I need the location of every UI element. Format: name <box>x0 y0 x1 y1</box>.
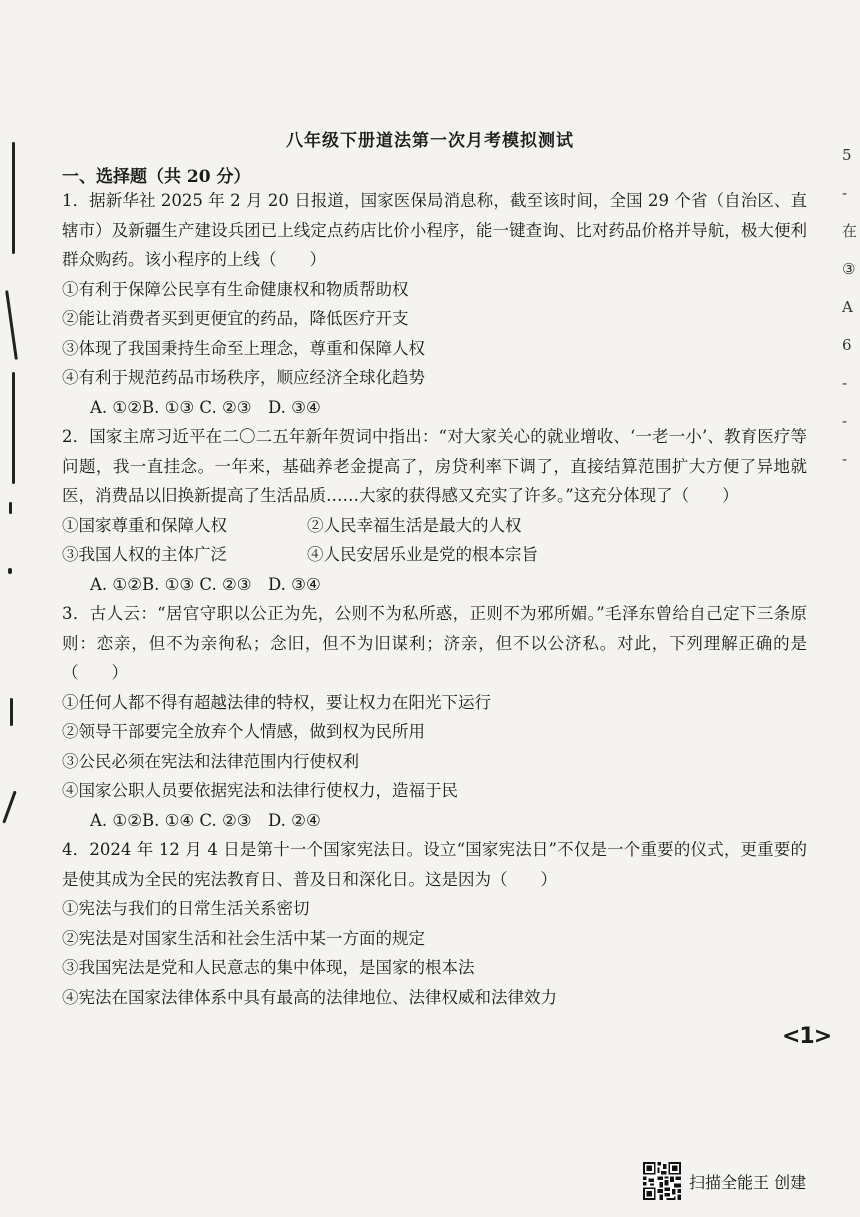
question-option: ①宪法与我们的日常生活关系密切 <box>62 899 310 918</box>
option-row <box>62 511 807 541</box>
question-option: ②领导干部要完全放弃个人情感，做到权为民所用 <box>62 722 425 741</box>
question-option: ①国家尊重和保障人权 <box>62 515 227 535</box>
answer-choices: A. ①②B. ①④ C. ②③ D. ②④ <box>90 810 321 830</box>
question-option: ③我国宪法是党和人民意志的集中体现，是国家的根本法 <box>62 958 475 977</box>
question-1 <box>62 186 807 422</box>
binding-mark <box>5 290 18 360</box>
answer-choices: A. ①②B. ①③ C. ②③ D. ③④ <box>90 574 321 594</box>
question-option: ④国家公职人员要依据宪法和法律行使权力，造福于民 <box>62 781 458 800</box>
answer-choices: A. ①②B. ①③ C. ②③ D. ③④ <box>90 397 321 417</box>
question-list <box>62 186 807 1012</box>
qr-code-icon <box>643 1162 681 1200</box>
question-stem: 2．国家主席习近平在二〇二五年新年贺词中指出：“对大家关心的就业增收、‘一老一小’、教育医疗等问题，我一直挂念。一年来，基础养老金提高了，房贷利率下调了，直接结算范围扩大方便了异地就医，消费品以旧换新提高了生活品质……大家的获得感又充实了许多。”这充分体现了（ ） <box>62 427 807 505</box>
question-2 <box>62 422 807 599</box>
binding-mark <box>2 791 16 824</box>
question-4 <box>62 835 807 1012</box>
exam-title: 八年级下册道法第一次月考模拟测试 <box>286 131 574 151</box>
question-option: ③体现了我国秉持生命至上理念，尊重和保障人权 <box>62 338 425 358</box>
binding-mark <box>9 502 12 514</box>
scanner-watermark <box>643 1160 806 1202</box>
question-option: ②人民幸福生活是最大的人权 <box>307 515 522 535</box>
option-row <box>62 540 807 570</box>
question-stem: 4．2024 年 12 月 4 日是第十一个国家宪法日。设立“国家宪法日”不仅是一个重要的仪式，更重要的是使其成为全民的宪法教育日、普及日和深化日。这是因为（ ） <box>62 840 807 889</box>
question-option: ④有利于规范药品市场秩序，顺应经济全球化趋势 <box>62 368 425 387</box>
binding-mark <box>12 372 15 484</box>
section-heading: 一、选择题（共 20 分） <box>62 167 251 187</box>
question-option: ③我国人权的主体广泛 <box>62 545 227 564</box>
question-option: ①有利于保障公民享有生命健康权和物质帮助权 <box>62 279 409 299</box>
adjacent-page-edge: 5 - 在 ③ A 6 - - - <box>842 146 858 468</box>
question-option: ④宪法在国家法律体系中具有最高的法律地位、法律权威和法律效力 <box>62 987 557 1007</box>
question-stem: 1．据新华社 2025 年 2 月 20 日报道，国家医保局消息称，截至该时间，全国 29 个省（自治区、直辖市）及新疆生产建设兵团已上线定点药店比价小程序，能一键查询、比对药品价格并导航，极大便利群众购药。该小程序的上线（ ） <box>62 191 807 269</box>
question-option: ②宪法是对国家生活和社会生活中某一方面的规定 <box>62 928 425 948</box>
question-option: ②能让消费者买到更便宜的药品，降低医疗开支 <box>62 309 409 328</box>
question-3 <box>62 599 807 835</box>
binding-mark <box>10 698 13 726</box>
question-option: ④人民安居乐业是党的根本宗旨 <box>307 545 538 564</box>
binding-mark <box>12 142 15 254</box>
page-number: <1> <box>782 1024 832 1049</box>
scanner-watermark-text: 扫描全能王 创建 <box>689 1172 807 1192</box>
question-option: ③公民必须在宪法和法律范围内行使权利 <box>62 751 359 771</box>
question-stem: 3．古人云：“居官守职以公正为先，公则不为私所惑，正则不为邪所媚。”毛泽东曾给自己定下三条原则：恋亲，但不为亲徇私；念旧，但不为旧谋利；济亲，但不以公济私。对此，下列理解正确的是（ ） <box>62 604 807 682</box>
question-option: ①任何人都不得有超越法律的特权，要让权力在阳光下运行 <box>62 692 491 712</box>
binding-mark <box>8 568 12 574</box>
